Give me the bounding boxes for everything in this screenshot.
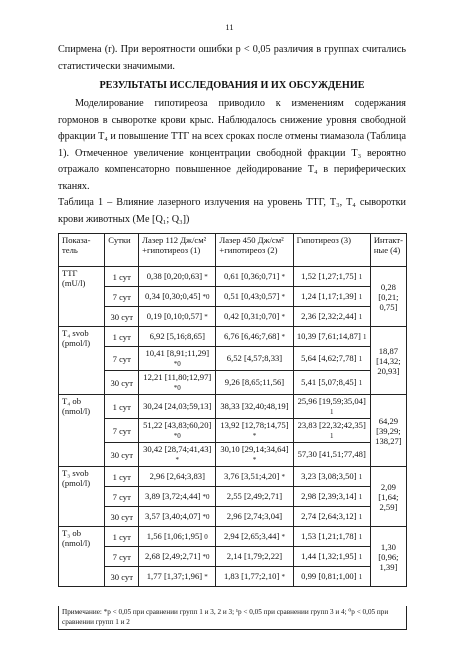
indicator-cell: T₄ ob (nmol/l) (59, 395, 105, 467)
value-cell-g1 (139, 307, 216, 327)
significance-mark: 1 (358, 493, 363, 501)
value-text: 2,36 [2,32;2,44] (301, 311, 357, 321)
day-cell: 30 сут (105, 371, 139, 395)
significance-mark: 1 (358, 573, 363, 581)
significance-mark: * (204, 273, 208, 281)
value-text: 13,92 [12,78;14,75] (220, 420, 289, 430)
significance-mark: 0 (204, 533, 208, 541)
value-cell-g3 (293, 507, 370, 527)
value-cell-g3 (293, 327, 370, 347)
significance-mark: 1 (358, 533, 363, 541)
value-text: 1,56 [1,06;1,95] (146, 531, 203, 541)
value-text: 2,98 [2,39;3,14] (301, 491, 357, 501)
value-cell-g2 (216, 567, 293, 587)
value-cell-g1 (139, 419, 216, 443)
significance-mark: *0 (173, 432, 181, 440)
day-cell: 7 сут (105, 287, 139, 307)
value-text: 0,34 [0,30;0,45] (145, 291, 201, 301)
table-row (59, 307, 407, 327)
significance-mark: 1 (358, 293, 363, 301)
intact-cell: 2,09 [1,64; 2,59] (370, 467, 406, 527)
significance-mark: * (281, 533, 285, 541)
page-number: 11 (225, 22, 234, 32)
value-text: 30,42 [28,74;41,43] (143, 444, 212, 454)
value-cell-g1 (139, 327, 216, 347)
header-group1: Лазер 112 Дж/см² +гипотиреоз (1) (139, 234, 216, 267)
significance-mark: * (281, 333, 285, 341)
value-cell-g1 (139, 287, 216, 307)
value-cell-g1 (139, 371, 216, 395)
value-cell-g1 (139, 547, 216, 567)
value-text: 57,30 [41,51;77,48] (297, 449, 366, 459)
table-row (59, 487, 407, 507)
day-cell: 7 сут (105, 547, 139, 567)
table-row (59, 267, 407, 287)
table-row (59, 327, 407, 347)
intact-cell: 18,87 [14,32; 20,93] (370, 327, 406, 395)
intact-cell: 1,30 [0,96; 1,39] (370, 527, 406, 587)
table-row (59, 443, 407, 467)
significance-mark: 1 (358, 379, 363, 387)
value-cell-g1 (139, 507, 216, 527)
significance-mark: 1 (358, 273, 363, 281)
significance-mark: * (175, 456, 180, 464)
value-cell-g2 (216, 307, 293, 327)
value-text: 9,26 [8,65;11,56] (224, 377, 285, 387)
table-row (59, 371, 407, 395)
table-note: Примечание: *p < 0,05 при сравнении групп 1 и 3, 2 и 3; ¹p < 0,05 при сравнении групп 3 и 4; ⁰p < 0,05 при сравнении групп 1 и 2 (58, 606, 407, 630)
value-text: 2,96 [2,74;3,04] (226, 511, 283, 521)
value-cell-g2 (216, 287, 293, 307)
value-text: 1,52 [1,27;1,75] (301, 271, 357, 281)
value-text: 0,42 [0,31;0,70] (223, 311, 280, 321)
table-row (59, 567, 407, 587)
value-cell-g3 (293, 347, 370, 371)
day-cell: 7 сут (105, 347, 139, 371)
value-text: 0,61 [0,36;0,71] (223, 271, 280, 281)
paragraph-results: Моделирование гипотиреоза приводило к изменениям содержания гормонов в сыворотке крови крыс. Наблюдалось снижение уровня свободной фракции T₄ и повышение ТТГ на всех сроках после отмены тиамазола (Таблица 1). Отмеченное увеличение концентрации свободной фракции T₃ вероятно отражало компенсаторно повышенное дейодирование T₄ в периферических тканях. (58, 98, 406, 192)
day-cell: 7 сут (105, 419, 139, 443)
significance-mark: * (281, 473, 285, 481)
value-text: 1,44 [1,32;1,95] (301, 551, 357, 561)
significance-mark: *0 (202, 293, 210, 301)
hormone-table (58, 233, 407, 587)
value-cell-g3 (293, 443, 370, 467)
significance-mark: 1 (329, 432, 334, 440)
value-text: 1,53 [1,21;1,78] (301, 531, 357, 541)
significance-mark: * (281, 293, 285, 301)
significance-mark: * (281, 313, 285, 321)
value-text: 38,33 [32,40;48,19] (220, 401, 289, 411)
value-cell-g3 (293, 371, 370, 395)
significance-mark: * (252, 456, 257, 464)
header-group2: Лазер 450 Дж/см² +гипотиреоз (2) (216, 234, 293, 267)
day-cell: 30 сут (105, 307, 139, 327)
value-cell-g3 (293, 567, 370, 587)
significance-mark: *0 (173, 360, 181, 368)
value-text: 6,52 [4,57;8,33] (226, 353, 283, 363)
table-row (59, 547, 407, 567)
value-cell-g3 (293, 547, 370, 567)
value-cell-g1 (139, 567, 216, 587)
value-cell-g3 (293, 487, 370, 507)
value-cell-g3 (293, 419, 370, 443)
value-cell-g2 (216, 327, 293, 347)
value-text: 3,89 [3,72;4,44] (145, 491, 201, 501)
significance-mark: *0 (173, 384, 181, 392)
value-text: 10,39 [7,61;14,87] (296, 331, 361, 341)
value-text: 2,55 [2,49;2,71] (226, 491, 283, 501)
table-row (59, 347, 407, 371)
value-cell-g3 (293, 287, 370, 307)
paragraph-methods-end: Спирмена (r). При вероятности ошибки p < 0,05 различия в группах считались статистически значимыми. (58, 44, 406, 72)
value-cell-g2 (216, 507, 293, 527)
significance-mark: * (281, 273, 285, 281)
value-cell-g2 (216, 443, 293, 467)
value-text: 0,51 [0,43;0,57] (223, 291, 280, 301)
value-cell-g2 (216, 527, 293, 547)
day-cell: 1 сут (105, 267, 139, 287)
significance-mark: * (204, 573, 208, 581)
header-indicator: Показа-тель (59, 234, 105, 267)
value-text: 1,83 [1,77;2,10] (223, 571, 280, 581)
table-row (59, 395, 407, 419)
intact-cell: 64,29 [39,29; 138,27] (370, 395, 406, 467)
value-text: 51,22 [43,83;60,20] (143, 420, 212, 430)
value-text: 5,64 [4,62;7,78] (301, 353, 357, 363)
table-header-row (59, 234, 407, 267)
table-caption: Таблица 1 – Влияние лазерного излучения на уровень ТТГ, T₃, T₄ сыворотки крови животных (Me [Q₁; Q₃]) (58, 197, 406, 225)
value-cell-g3 (293, 395, 370, 419)
value-cell-g2 (216, 371, 293, 395)
value-cell-g2 (216, 419, 293, 443)
significance-mark: 1 (329, 408, 334, 416)
value-cell-g3 (293, 267, 370, 287)
day-cell: 1 сут (105, 527, 139, 547)
significance-mark: *0 (202, 493, 210, 501)
day-cell: 1 сут (105, 467, 139, 487)
day-cell: 30 сут (105, 507, 139, 527)
significance-mark: * (252, 432, 257, 440)
table-row (59, 287, 407, 307)
value-text: 2,68 [2,49;2,71] (145, 551, 201, 561)
value-text: 2,14 [1,79;2,22] (226, 551, 283, 561)
day-cell: 30 сут (105, 567, 139, 587)
significance-mark: *0 (202, 553, 210, 561)
value-text: 3,23 [3,08;3,50] (301, 471, 357, 481)
value-cell-g2 (216, 487, 293, 507)
value-text: 0,38 [0,20;0,63] (146, 271, 203, 281)
value-cell-g3 (293, 467, 370, 487)
value-text: 0,99 [0,81;1,00] (301, 571, 357, 581)
indicator-cell: T₃ svob (pmol/l) (59, 467, 105, 527)
value-cell-g3 (293, 307, 370, 327)
value-text: 2,74 [2,64;3,12] (301, 511, 357, 521)
table-row (59, 507, 407, 527)
value-text: 2,96 [2,64;3,83] (149, 471, 205, 481)
value-text: 12,21 [11,80;12,97] (143, 372, 212, 382)
value-text: 3,76 [3,51;4,20] (223, 471, 280, 481)
value-text: 5,41 [5,07;8,45] (301, 377, 357, 387)
significance-mark: 1 (358, 513, 363, 521)
significance-mark: 1 (358, 355, 363, 363)
value-text: 0,19 [0,10;0,57] (146, 311, 203, 321)
section-heading: РЕЗУЛЬТАТЫ ИССЛЕДОВАНИЯ И ИХ ОБСУЖДЕНИЕ (99, 80, 365, 91)
value-text: 10,41 [8,91;11,29] (145, 348, 210, 358)
value-text: 6,92 [5,16;8,65] (149, 331, 205, 341)
value-text: 1,24 [1,17;1,39] (301, 291, 357, 301)
significance-mark: * (204, 313, 208, 321)
intact-cell: 0,28 [0,21; 0,75] (370, 267, 406, 327)
significance-mark: 1 (358, 313, 363, 321)
value-cell-g1 (139, 467, 216, 487)
day-cell: 1 сут (105, 327, 139, 347)
header-intact: Интакт-ные (4) (370, 234, 406, 267)
significance-mark: *0 (202, 513, 210, 521)
value-cell-g1 (139, 347, 216, 371)
value-cell-g2 (216, 467, 293, 487)
significance-mark: 1 (358, 553, 363, 561)
value-cell-g1 (139, 527, 216, 547)
header-group3: Гипотиреоз (3) (293, 234, 370, 267)
significance-mark: * (281, 573, 285, 581)
value-text: 30,10 [29,14;34,64] (220, 444, 289, 454)
value-text: 30,24 [24,03;59,13] (143, 401, 212, 411)
day-cell: 30 сут (105, 443, 139, 467)
table-row (59, 419, 407, 443)
value-text: 6,76 [6,46;7,68] (223, 331, 280, 341)
day-cell: 7 сут (105, 487, 139, 507)
value-cell-g2 (216, 547, 293, 567)
indicator-cell: ТТГ (mU/l) (59, 267, 105, 327)
value-cell-g1 (139, 443, 216, 467)
value-text: 2,94 [2,65;3,44] (223, 531, 280, 541)
indicator-cell: T₄ svob (pmol/l) (59, 327, 105, 395)
value-text: 1,77 [1,37;1,96] (146, 571, 203, 581)
value-text: 25,96 [19,59;35,04] (297, 396, 366, 406)
table-row (59, 527, 407, 547)
value-cell-g2 (216, 267, 293, 287)
day-cell: 1 сут (105, 395, 139, 419)
value-cell-g1 (139, 267, 216, 287)
value-text: 3,57 [3,40;4,07] (145, 511, 201, 521)
table-row (59, 467, 407, 487)
significance-mark: 1 (358, 473, 363, 481)
value-cell-g1 (139, 395, 216, 419)
value-cell-g3 (293, 527, 370, 547)
value-text: 23,83 [22,32;42,35] (297, 420, 366, 430)
significance-mark: 1 (363, 333, 367, 341)
indicator-cell: T₃ ob (nmol/l) (59, 527, 105, 587)
value-cell-g2 (216, 395, 293, 419)
value-cell-g1 (139, 487, 216, 507)
value-cell-g2 (216, 347, 293, 371)
header-day: Сутки (105, 234, 139, 267)
